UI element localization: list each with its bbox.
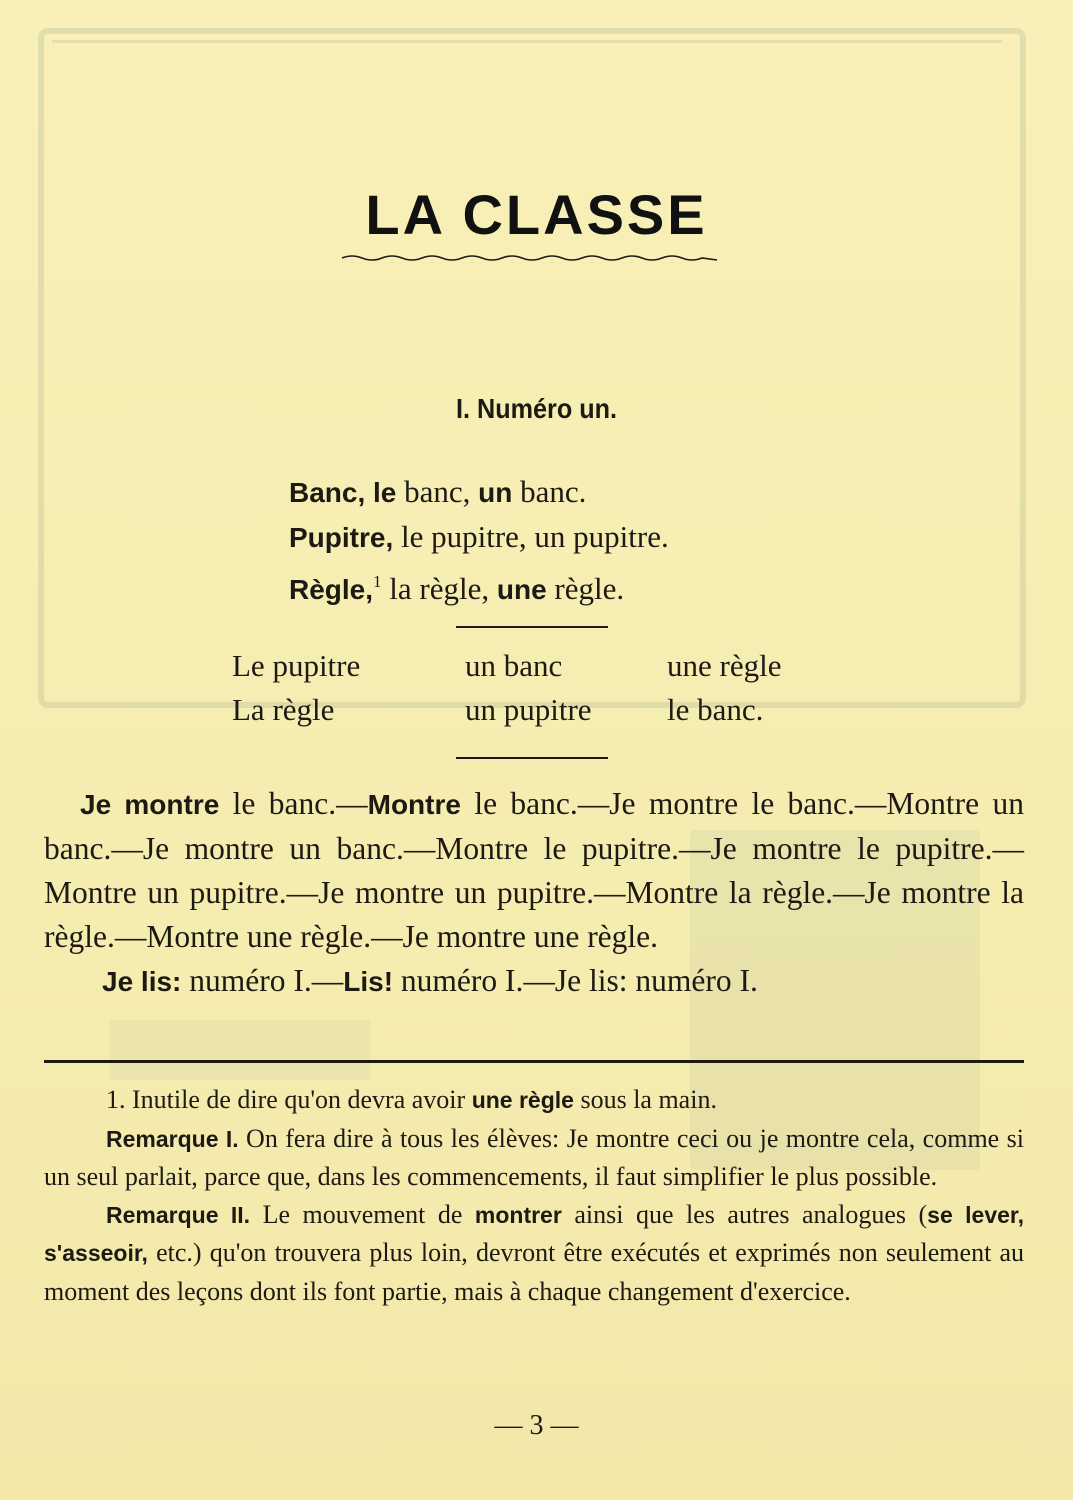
vocab-line-regle: Règle,$^1$ la règle, une règle. (289, 571, 625, 606)
footnote-separator (44, 1060, 1024, 1063)
page-title: LA CLASSE (365, 183, 708, 246)
bleed-through-rule (52, 40, 1002, 73)
remark-2: Remarque II. Le mouvement de montrer ainsi que les autres analogues (se lever, s'asseoir, etc.) qu'on trouvera plus loin, devront être exécutés et exprimés non seulement au moment des leçons dont ils font partie, mais à chaque changement d'exercice. (44, 1199, 1025, 1306)
grid-row: La règle un pupitre le banc. (232, 692, 764, 727)
grid-row: Le pupitre un banc une règle (232, 648, 782, 683)
word-grid (232, 644, 781, 732)
exercise-text (44, 782, 1024, 1004)
footnote-1: 1. Inutile de dire qu'on devra avoir une règle sous la main. (106, 1085, 717, 1114)
section-heading: I. Numéro un. (455, 393, 618, 424)
title-ornament-rule (342, 254, 717, 262)
divider (456, 626, 608, 628)
vocab-line-pupitre: Pupitre, le pupitre, un pupitre. (289, 519, 669, 554)
vocabulary-list (289, 470, 669, 612)
exercise-paragraph: Je montre le banc.—Montre le banc.—Je montre le banc.—Montre un banc.—Je montre un banc.—Montre le pupitre.—Je montre le pupitre.—Montre un pupitre.—Je montre un pupitre.—Montre la règle.—Je montre la règle.—Montre une règle.—Je montre une règle. (44, 786, 1024, 954)
vocab-line-banc: Banc, le banc, un banc. (289, 474, 587, 509)
bleed-through-block (110, 1020, 370, 1080)
footnote-ref: 1 (373, 572, 382, 591)
reading-line: Je lis: numéro I.—Lis! numéro I.—Je lis: numéro I. (102, 963, 758, 998)
footnotes (44, 1081, 1024, 1310)
divider (456, 757, 608, 759)
page-number: — 3 — (494, 1410, 579, 1441)
remark-1: Remarque I. On fera dire à tous les élèves: Je montre ceci ou je montre cela, comme si un seul parlait, parce que, dans les commencements, il faut simplifier le plus possible. (44, 1123, 1024, 1191)
